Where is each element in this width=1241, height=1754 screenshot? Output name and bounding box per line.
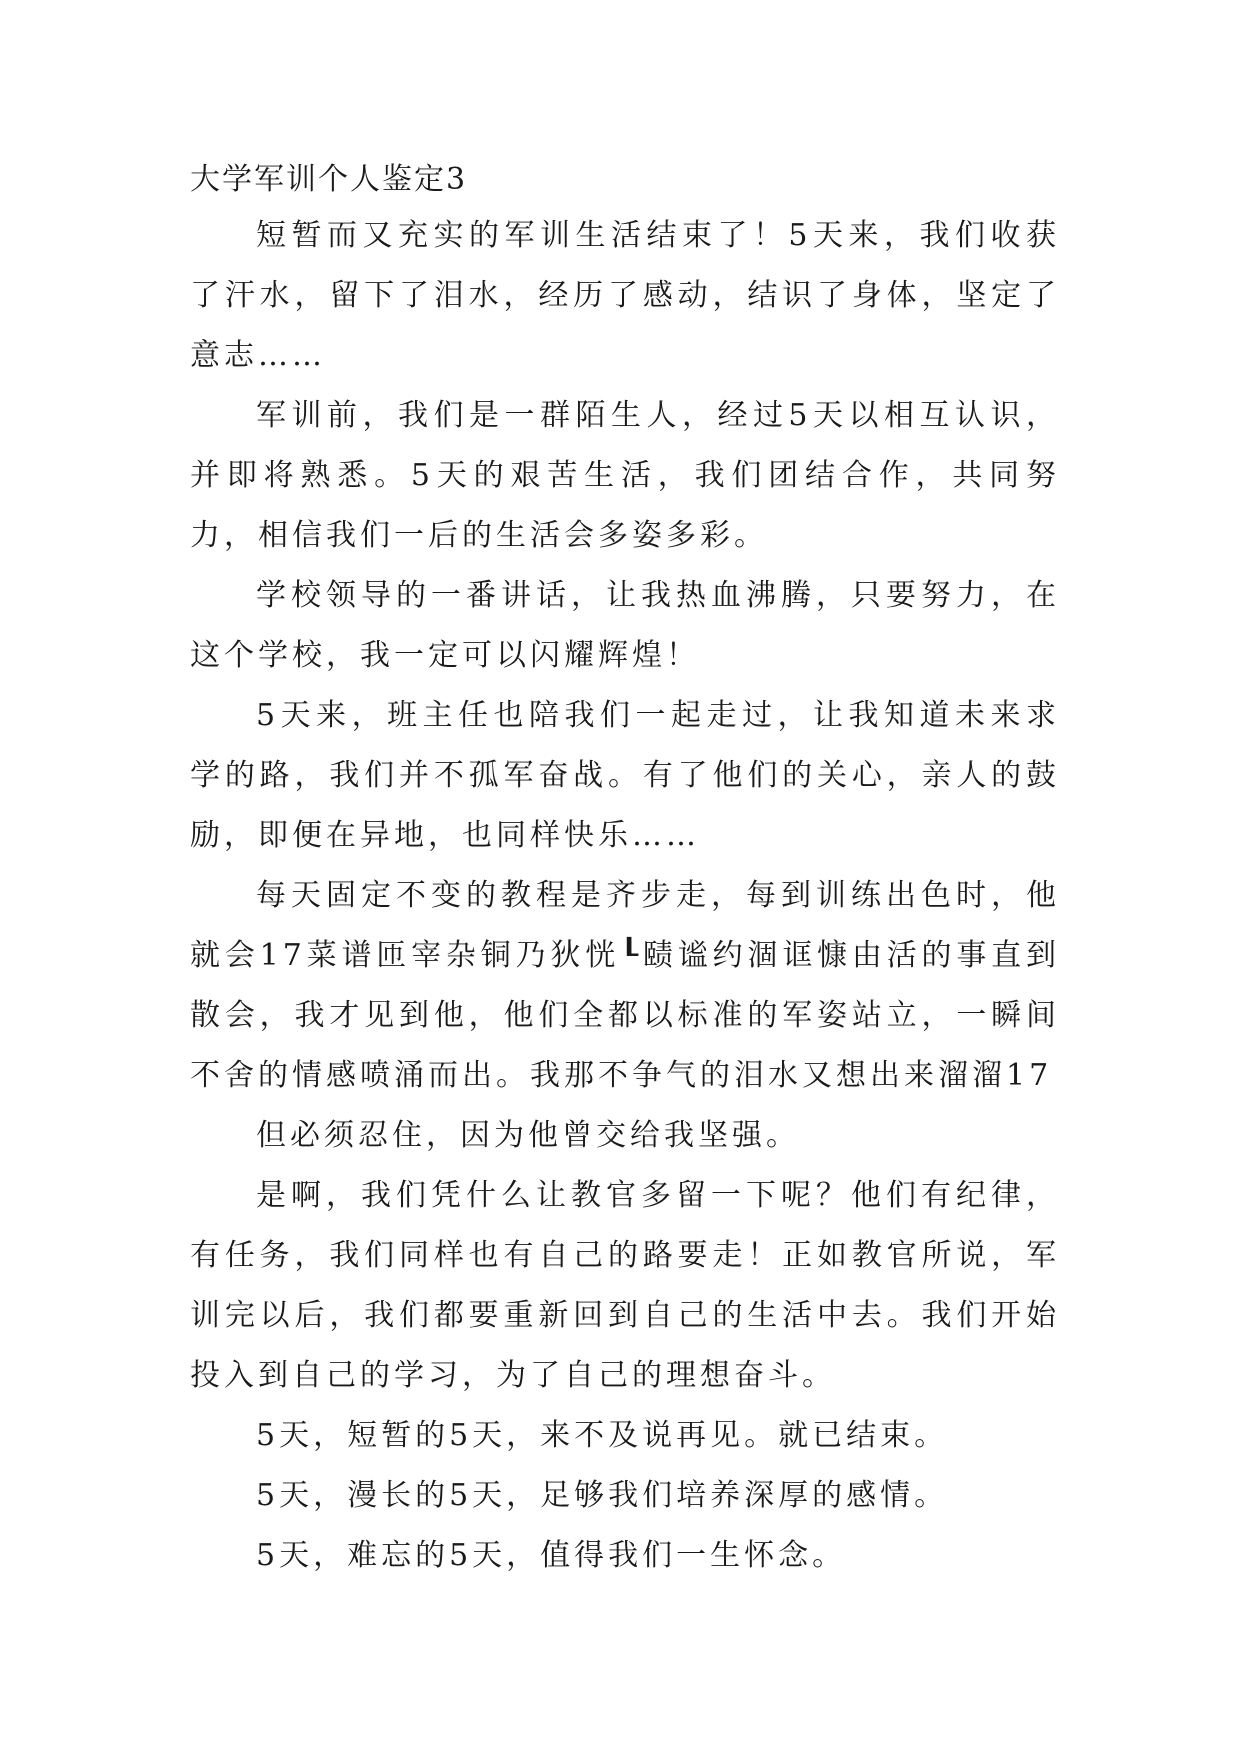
- paragraph-6: 但必须忍住，因为他曾交给我坚强。: [256, 1118, 800, 1153]
- paragraph-5: 每天固定不变的教程是齐步走，每到训练出色时，他就会17菜谱匝宰杂铜乃狄恍┖赜谧约涸诓慷由活的事直到散会，我才见到他，他们全都以标准的军姿站立，一瞬间不舍的情感喷涌而出。我那不争气的泪水又想出来溜溜17: [190, 878, 1060, 1093]
- paragraph-9: 5天，漫长的5天，足够我们培养深厚的感情。: [256, 1478, 949, 1513]
- paragraph-8: 5天，短暂的5天，来不及说再见。就已结束。: [256, 1418, 949, 1453]
- paragraph-3: 学校领导的一番讲话，让我热血沸腾，只要努力，在这个学校，我一定可以闪耀辉煌！: [190, 578, 1060, 673]
- paragraph-1: 短暂而又充实的军训生活结束了！5天来，我们收获了汗水，留下了泪水，经历了感动，结识了身体，坚定了意志……: [190, 218, 1060, 373]
- document-title: 大学军训个人鉴定3: [190, 162, 468, 197]
- paragraph-7: 是啊，我们凭什么让教官多留一下呢？他们有纪律，有任务，我们同样也有自己的路要走！正如教官所说，军训完以后，我们都要重新回到自己的生活中去。我们开始投入到自己的学习，为了自己的理想奋斗。: [190, 1178, 1060, 1393]
- paragraph-2: 军训前，我们是一群陌生人，经过5天以相互认识，并即将熟悉。5天的艰苦生活，我们团结合作，共同努力，相信我们一后的生活会多姿多彩。: [190, 398, 1060, 553]
- paragraph-4: 5天来，班主任也陪我们一起走过，让我知道未来求学的路，我们并不孤军奋战。有了他们的关心，亲人的鼓励，即便在异地，也同样快乐……: [190, 698, 1060, 853]
- paragraph-10: 5天，难忘的5天，值得我们一生怀念。: [256, 1538, 847, 1573]
- document-body: [190, 158, 1060, 1586]
